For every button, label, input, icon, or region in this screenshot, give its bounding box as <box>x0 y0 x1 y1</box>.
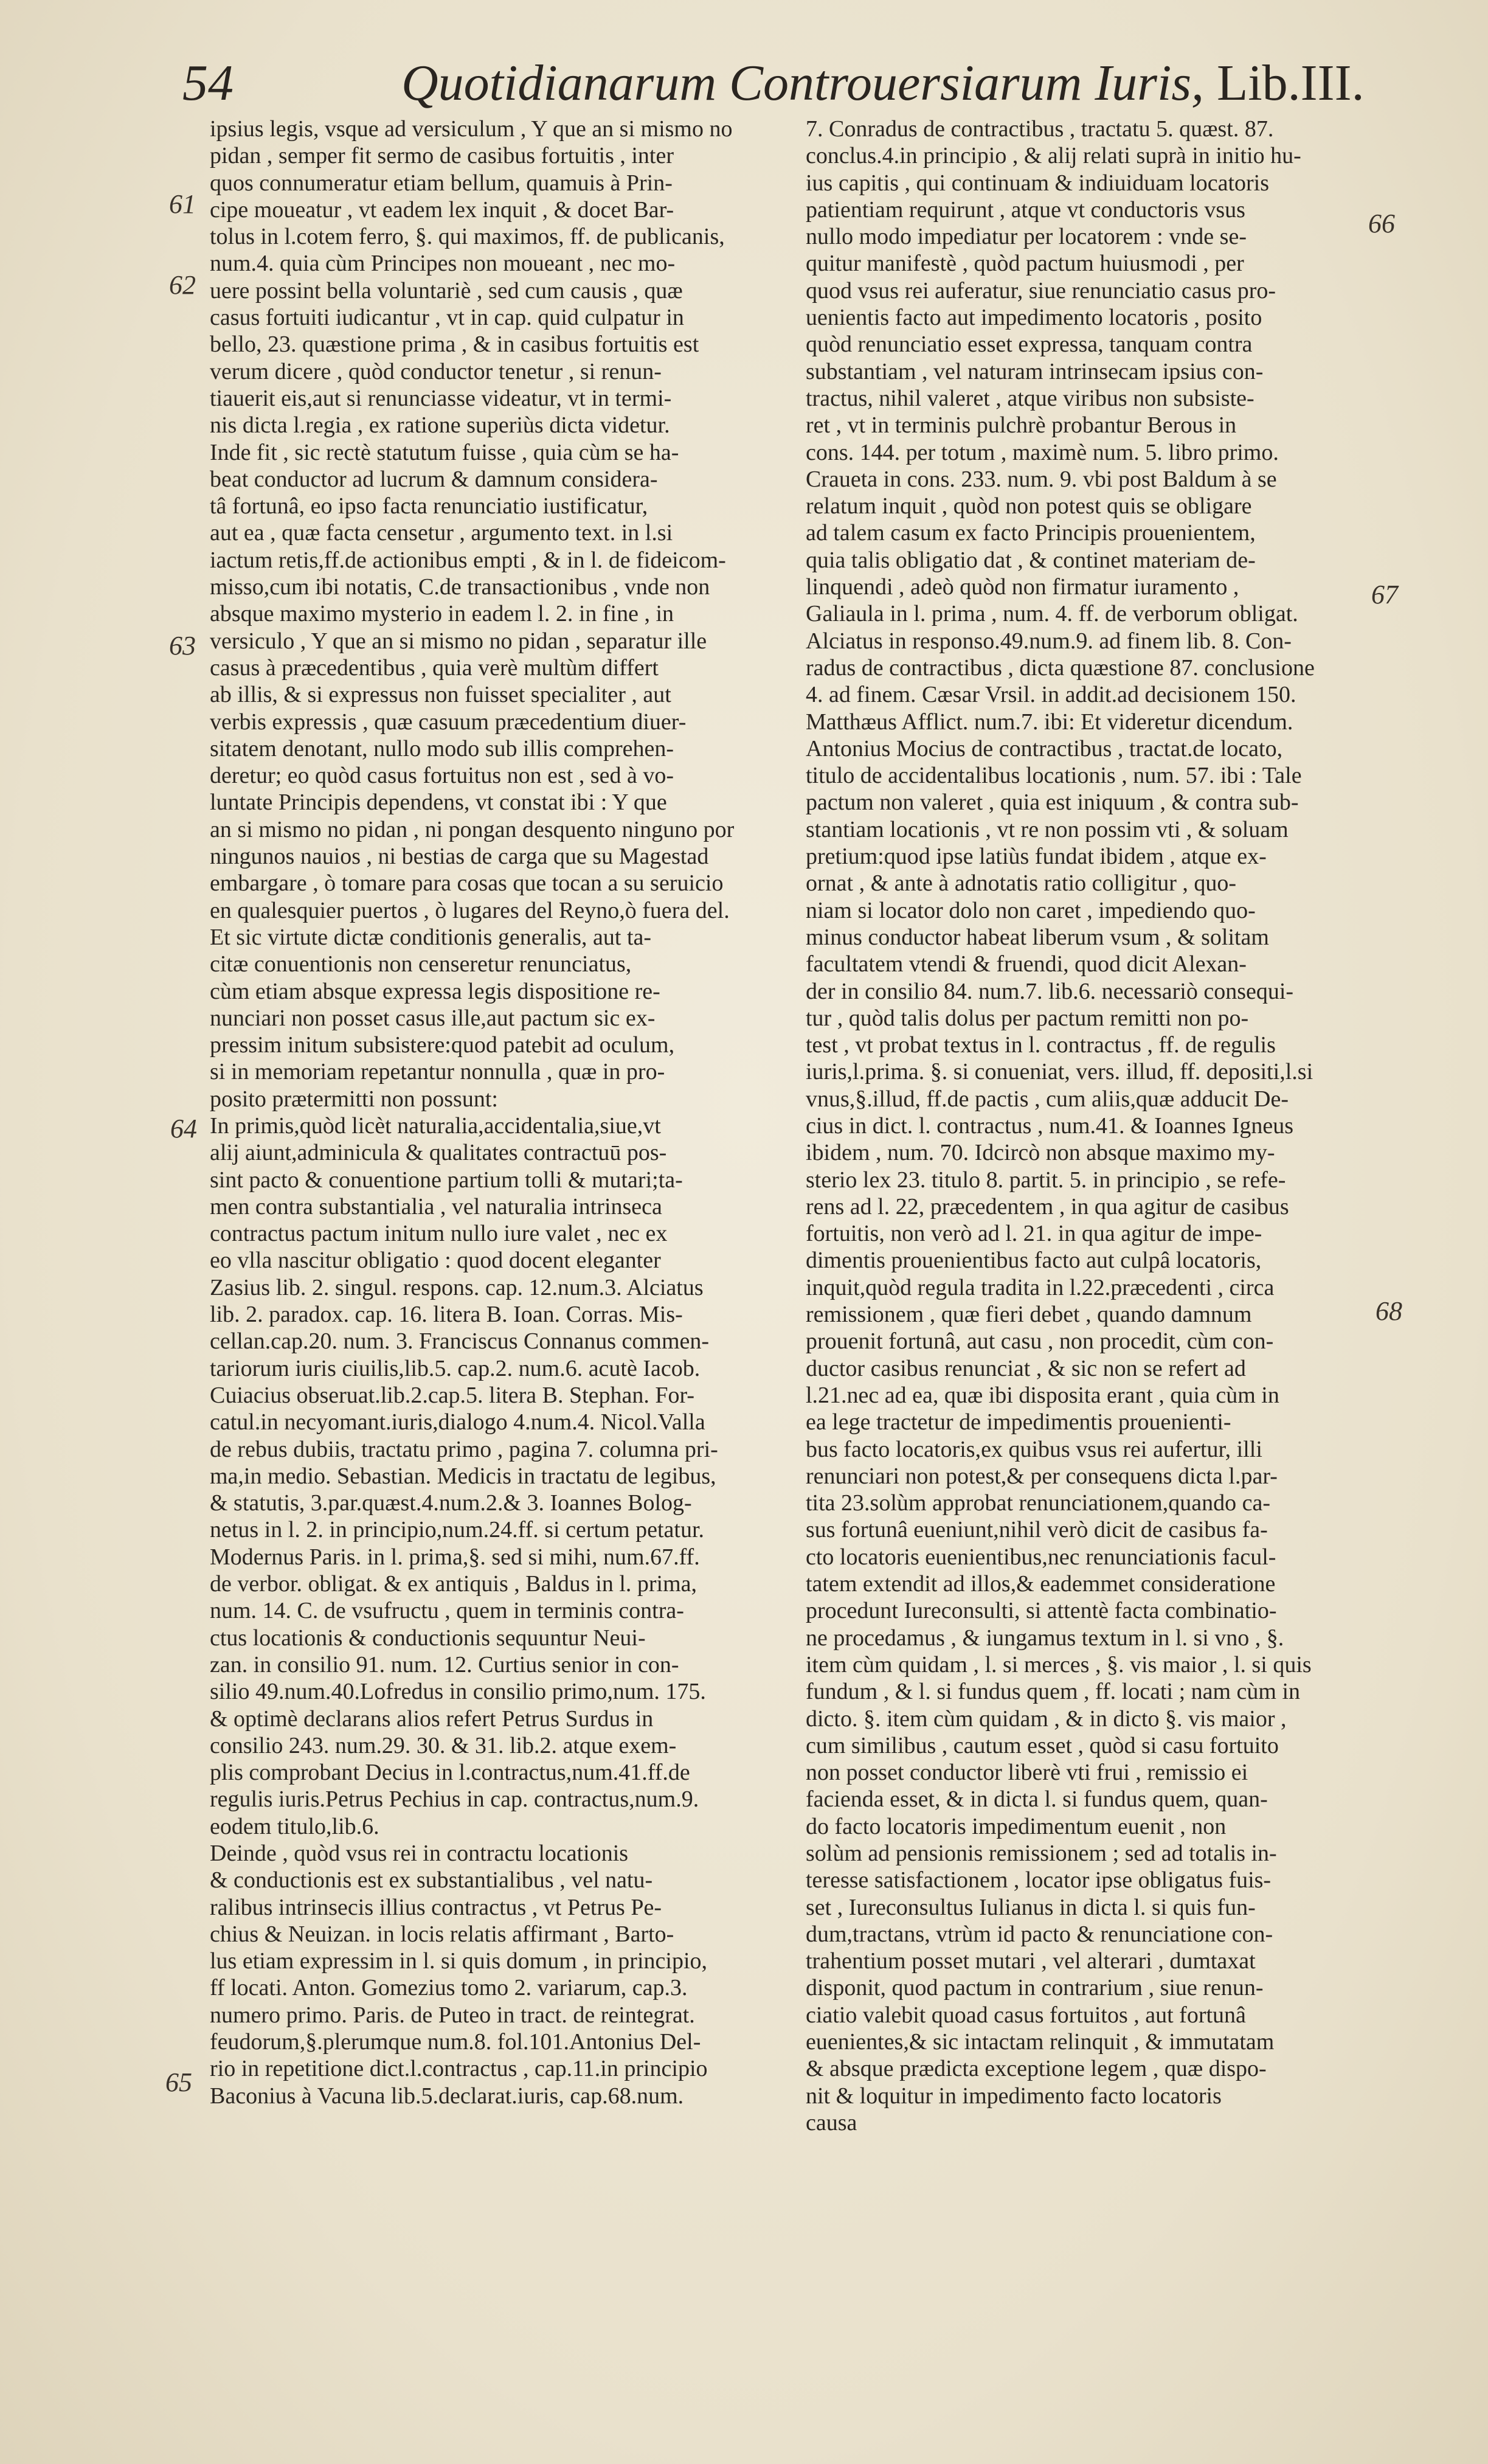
left-column-line: posito prætermitti non possunt: <box>210 1086 498 1112</box>
left-column-line: alij aiunt,adminicula & qualitates contractuū pos- <box>210 1140 667 1166</box>
left-column-line: num.4. quia cùm Principes non moueant , nec mo- <box>210 251 676 277</box>
right-column-line: iuris,l.prima. §. si conueniat, vers. illud, ff. depositi,l.si <box>806 1059 1313 1085</box>
left-column-line: aut ea , quæ facta censetur , argumento text. in l.si <box>210 520 673 546</box>
right-column-line: ductor casibus renunciat , & sic non se refert ad <box>806 1355 1246 1381</box>
left-column-line: ff locati. Anton. Gomezius tomo 2. variarum, cap.3. <box>210 1975 688 2001</box>
right-column-line: test , vt probat textus in l. contractus , ff. de regulis <box>806 1032 1276 1058</box>
right-column-line: l.21.nec ad ea, quæ ibi disposita erant , quia cùm in <box>806 1382 1279 1408</box>
right-column-line: Matthæus Afflict. num.7. ibi: Et videretur dicendum. <box>806 709 1293 735</box>
page-header <box>182 54 1365 120</box>
right-column-line: 4. ad finem. Cæsar Vrsil. in addit.ad decisionem 150. <box>806 682 1296 708</box>
right-column-line: euenientes,& sic intactam relinquit , & immutatam <box>806 2029 1275 2055</box>
right-column-line: cons. 144. per totum , maximè num. 5. libro primo. <box>806 439 1279 465</box>
left-column-line: regulis iuris.Petrus Pechius in cap. contractus,num.9. <box>210 1786 699 1813</box>
right-column-line: prouenit fortunâ, aut casu , non procedit, cùm con- <box>806 1328 1274 1355</box>
right-column-line: sterio lex 23. titulo 8. partit. 5. in principio , se refe- <box>806 1167 1286 1193</box>
left-column-line: de verbor. obligat. & ex antiquis , Baldus in l. prima, <box>210 1571 697 1597</box>
left-column-line: luntate Principis dependens, vt constat ibi : Y que <box>210 790 667 816</box>
margin-number-64: 64 <box>170 1114 197 1144</box>
left-column-line: Modernus Paris. in l. prima,§. sed si mihi, num.67.ff. <box>210 1544 700 1570</box>
left-column-line: plis comprobant Decius in l.contractus,num.41.ff.de <box>210 1760 690 1786</box>
left-column-line: iactum retis,ff.de actionibus empti , & in l. de fideicom- <box>210 547 726 573</box>
right-column-line: item cùm quidam , l. si merces , §. vis maior , l. si quis <box>806 1651 1312 1678</box>
right-column-line: quitur manifestè , quòd pactum huiusmodi , per <box>806 251 1244 277</box>
right-column-line: quòd renunciatio esset expressa, tanquam contra <box>806 331 1253 358</box>
left-column-line: cellan.cap.20. num. 3. Franciscus Connanus commen- <box>210 1328 710 1355</box>
right-column-line: 7. Conradus de contractibus , tractatu 5. quæst. 87. <box>806 116 1274 142</box>
right-column-line: ret , vt in terminis pulchrè probantur Berous in <box>806 412 1237 439</box>
left-column-line: nunciari non posset casus ille,aut pactum sic ex- <box>210 1005 656 1031</box>
left-column-line: de rebus dubiis, tractatu primo , pagina 7. columna pri- <box>210 1436 718 1462</box>
left-column-line: rio in repetitione dict.l.contractus , cap.11.in principio <box>210 2056 708 2082</box>
left-column-line: netus in l. 2. in principio,num.24.ff. si certum petatur. <box>210 1517 705 1543</box>
right-column-line: pactum non valeret , quia est iniquum , & contra sub- <box>806 790 1299 816</box>
right-column-line: facultatem vtendi & fruendi, quod dicit Alexan- <box>806 951 1247 977</box>
right-column-line: pretium:quod ipse latiùs fundat ibidem , atque ex- <box>806 844 1267 870</box>
right-column-line: titulo de accidentalibus locationis , num. 57. ibi : Tale <box>806 763 1302 789</box>
left-column-line: verum dicere , quòd conductor tenetur , si renun- <box>210 358 662 384</box>
right-column-line: stantiam locationis , vt re non possim vti , & soluam <box>806 816 1289 842</box>
left-column-line: citæ conuentionis non censeretur renunciatus, <box>210 951 632 977</box>
left-column-line: nis dicta l.regia , ex ratione superiùs dicta videtur. <box>210 412 670 439</box>
right-column-line: Craueta in cons. 233. num. 9. vbi post Baldum à se <box>806 466 1277 492</box>
right-column-line: substantiam , vel naturam intrinsecam ipsius con- <box>806 358 1264 384</box>
right-column-line: der in consilio 84. num.7. lib.6. necessariò consequi- <box>806 978 1294 1004</box>
left-column-line: contractus pactum initum nullo iure valet , nec ex <box>210 1221 668 1247</box>
right-column-line: set , Iureconsultus Iulianus in dicta l. si quis fun- <box>806 1894 1256 1920</box>
right-column-line: radus de contractibus , dicta quæstione 87. conclusione <box>806 654 1315 681</box>
book-label: Lib.III. <box>1217 55 1365 111</box>
right-column-line: uenientis facto aut impedimento locatoris , posito <box>806 305 1262 331</box>
right-column-line: patientiam requirunt , atque vt conductoris vsus <box>806 196 1245 223</box>
right-column-line: solùm ad pensionis remissionem ; sed ad totalis in- <box>806 1841 1277 1866</box>
left-column-line: chius & Neuizan. in locis relatis affirmant , Barto- <box>210 1921 674 1947</box>
right-column-line: facienda esset, & in dicta l. si fundus quem, quan- <box>806 1786 1268 1813</box>
right-column-line: minus conductor habeat liberum vsum , & solitam <box>806 924 1269 950</box>
left-column-line: beat conductor ad lucrum & damnum considera- <box>210 466 658 492</box>
left-column-line: ralibus intrinsecis illius contractus , vt Petrus Pe- <box>210 1894 662 1920</box>
left-column-line: uere possint bella voluntariè , sed cum causis , quæ <box>210 277 683 304</box>
right-column-line: niam si locator dolo non caret , impediendo quo- <box>806 897 1256 923</box>
left-column-line: lib. 2. paradox. cap. 16. litera B. Ioan. Corras. Mis- <box>210 1302 683 1328</box>
left-column-line: absque maximo mysterio in eadem l. 2. in fine , in <box>210 601 674 627</box>
left-column-line: en qualesquier puertos , ò lugares del Reyno,ò fuera del. <box>210 897 730 923</box>
left-column-line: lus etiam expressim in l. si quis domum , in principio, <box>210 1948 708 1974</box>
margin-number-63: 63 <box>169 631 196 661</box>
left-column-line: sint pacto & conuentione partium tolli & mutari;ta- <box>210 1167 683 1193</box>
left-column-line: num. 14. C. de vsufructu , quem in terminis contra- <box>210 1598 684 1624</box>
right-column-line: cius in dict. l. contractus , num.41. & Ioannes Igneus <box>806 1112 1294 1139</box>
left-column-line: deretur; eo quòd casus fortuitus non est , sed à vo- <box>210 763 674 789</box>
right-column-line: teresse satisfactionem , locator ipse obligatus fuis- <box>806 1867 1272 1893</box>
right-column-line: ius capitis , qui continuam & indiuiduam locatoris <box>806 170 1270 196</box>
left-column-line: catul.in necyomant.iuris,dialogo 4.num.4. Nicol.Valla <box>210 1409 705 1435</box>
right-column-line: dicto. §. item cùm quidam , & in dicto §. vis maior , <box>806 1706 1287 1732</box>
left-text-column <box>210 116 794 2109</box>
left-column-line: ctus locationis & conductionis sequuntur Neui- <box>210 1625 646 1651</box>
left-column-line: Et sic virtute dictæ conditionis generalis, aut ta- <box>210 924 652 950</box>
right-column-line: tita 23.solùm approbat renunciationem,quando ca- <box>806 1490 1270 1516</box>
right-column-line: cum similibus , cautum esset , quòd si casu fortuito <box>806 1732 1279 1758</box>
left-column-line: Deinde , quòd vsus rei in contractu locationis <box>210 1841 629 1866</box>
left-column-line: consilio 243. num.29. 30. & 31. lib.2. atque exem- <box>210 1732 677 1758</box>
right-text-column <box>806 116 1389 2136</box>
left-column-line: men contra substantialia , vel naturalia intrinseca <box>210 1193 662 1220</box>
left-column-line: eodem titulo,lib.6. <box>210 1813 379 1839</box>
left-column-line: casus à præcedentibus , quia verè multùm differt <box>210 654 659 681</box>
right-column-line: non posset conductor liberè vti frui , remissio ei <box>806 1760 1248 1786</box>
right-column-line: trahentium posset mutari , vel alterari , dumtaxat <box>806 1948 1256 1974</box>
right-column-line: Galiaula in l. prima , num. 4. ff. de verborum obligat. <box>806 601 1298 627</box>
left-column-line: cipe moueatur , vt eadem lex inquit , & docet Bar- <box>210 196 674 223</box>
right-column-line: ibidem , num. 70. Idcircò non absque maximo my- <box>806 1140 1275 1166</box>
right-column-line: ea lege tractetur de impedimentis prouenienti- <box>806 1409 1231 1435</box>
left-column-line: In primis,quòd licèt naturalia,accidentalia,siue,vt <box>210 1112 661 1139</box>
left-column-line: numero primo. Paris. de Puteo in tract. de reintegrat. <box>210 2002 695 2028</box>
left-column-line: si in memoriam repetantur nonnulla , quæ in pro- <box>210 1059 665 1085</box>
right-column-line: disponit, quod pactum in contrarium , siue renun- <box>806 1975 1264 2001</box>
left-column-line: Baconius à Vacuna lib.5.declarat.iuris, cap.68.num. <box>210 2083 684 2109</box>
right-column-line: ciatio valebit quoad casus fortuitos , aut fortunâ <box>806 2002 1246 2028</box>
left-column-line: versiculo , Y que an si mismo no pidan , separatur ille <box>210 628 707 654</box>
left-column-line: feudorum,§.plerumque num.8. fol.101.Antonius Del- <box>210 2029 701 2055</box>
right-column-line: vnus,§.illud, ff.de pactis , cum aliis,quæ adducit De- <box>806 1086 1289 1112</box>
right-column-line: do facto locatoris impedimentum euenit , non <box>806 1813 1227 1839</box>
left-column-line: pidan , semper fit sermo de casibus fortuitis , inter <box>210 143 674 169</box>
left-column-line: & optimè declarans alios refert Petrus Surdus in <box>210 1706 654 1732</box>
running-title <box>401 54 1365 113</box>
margin-number-67: 67 <box>1371 580 1398 609</box>
right-column-line: renunciari non potest,& per consequens dicta l.par- <box>806 1463 1278 1489</box>
right-column-line: causa <box>806 2109 857 2136</box>
left-column-line: ma,in medio. Sebastian. Medicis in tractatu de legibus, <box>210 1463 716 1489</box>
right-column-line: ornat , & ante à adnotatis ratio colligitur , quo- <box>806 870 1237 897</box>
right-column-line: relatum inquit , quòd non potest quis se obligare <box>806 493 1252 519</box>
left-column-line: tiauerit eis,aut si renunciasse videatur, vt in termi- <box>210 385 672 411</box>
left-column-line: ab illis, & si expressus non fuisset specialiter , aut <box>210 682 671 708</box>
margin-number-68: 68 <box>1376 1296 1402 1326</box>
left-column-line: bello, 23. quæstione prima , & in casibus fortuitis est <box>210 331 699 358</box>
right-column-line: inquit,quòd regula tradita in l.22.præcedenti , circa <box>806 1274 1275 1300</box>
page-number: 54 <box>182 55 234 111</box>
left-column-line: quos connumeratur etiam bellum, quamuis à Prin- <box>210 170 673 196</box>
margin-number-62: 62 <box>169 270 196 300</box>
left-column-line: tolus in l.cotem ferro, §. qui maximos, ff. de publicanis, <box>210 224 725 250</box>
right-column-line: linquendi , adeò quòd non firmatur iuramento , <box>806 574 1239 600</box>
right-column-line: bus facto locatoris,ex quibus vsus rei aufertur, illi <box>806 1436 1262 1462</box>
right-column-line: ne procedamus , & iungamus textum in l. si vno , §. <box>806 1625 1284 1651</box>
left-column-line: ipsius legis, vsque ad versiculum , Y que an si mismo no <box>210 116 733 142</box>
left-column-line: tâ fortunâ, eo ipso facta renunciatio iustificatur, <box>210 493 648 519</box>
left-column-line: verbis expressis , quæ casuum præcedentium diuer- <box>210 709 687 735</box>
right-column-line: nit & loquitur in impedimento facto locatoris <box>806 2083 1222 2109</box>
right-column-line: fortuitis, non verò ad l. 21. in qua agitur de impe- <box>806 1221 1262 1247</box>
right-column-line: tur , quòd talis dolus per pactum remitti non po- <box>806 1005 1249 1031</box>
left-column-line: ningunos nauios , ni bestias de carga que su Magestad <box>210 844 709 870</box>
left-column-line: Zasius lib. 2. singul. respons. cap. 12.num.3. Alciatus <box>210 1274 704 1300</box>
right-column-line: nullo modo impediatur per locatorem : vnde se- <box>806 224 1247 250</box>
left-column-line: cùm etiam absque expressa legis dispositione re- <box>210 978 660 1004</box>
left-column-line: an si mismo no pidan , ni pongan desquento ninguno por <box>210 816 735 842</box>
left-column-line: & statutis, 3.par.quæst.4.num.2.& 3. Ioannes Bolog- <box>210 1490 692 1516</box>
right-column-line: tatem extendit ad illos,& eademmet consideratione <box>806 1571 1276 1597</box>
right-column-line: dum,tractans, vtrùm id pacto & renunciatione con- <box>806 1921 1273 1947</box>
left-column-line: sitatem denotant, nullo modo sub illis comprehen- <box>210 735 674 762</box>
right-column-line: & absque prædicta exceptione legem , quæ dispo- <box>806 2056 1267 2082</box>
right-column-line: quia talis obligatio dat , & continet materiam de- <box>806 547 1256 573</box>
margin-number-61: 61 <box>169 189 196 219</box>
left-column-line: casus fortuiti iudicantur , vt in cap. quid culpatur in <box>210 305 684 331</box>
right-column-line: Antonius Mocius de contractibus , tractat.de locato, <box>806 735 1283 762</box>
left-column-line: pressim initum subsistere:quod patebit ad oculum, <box>210 1032 675 1058</box>
right-column-line: rens ad l. 22, præcedentem , in qua agitur de casibus <box>806 1193 1289 1220</box>
left-column-line: Cuiacius obseruat.lib.2.cap.5. litera B. Stephan. For- <box>210 1382 695 1408</box>
left-column-line: zan. in consilio 91. num. 12. Curtius senior in con- <box>210 1651 679 1678</box>
left-column-line: eo vlla nascitur obligatio : quod docent eleganter <box>210 1248 661 1274</box>
right-column-line: tractus, nihil valeret , atque viribus non subsiste- <box>806 385 1254 411</box>
left-column-line: tariorum iuris ciuilis,lib.5. cap.2. num.6. acutè Iacob. <box>210 1355 701 1381</box>
right-column-line: sus fortunâ eueniunt,nihil verò dicit de casibus fa- <box>806 1517 1268 1543</box>
left-column-line: silio 49.num.40.Lofredus in consilio primo,num. 175. <box>210 1679 706 1705</box>
running-title-text: Quotidianarum Controuersiarum Iuris, <box>401 55 1205 111</box>
margin-number-65: 65 <box>165 2067 192 2097</box>
right-column-line: dimentis prouenientibus facto aut culpâ locatoris, <box>806 1248 1262 1274</box>
left-column-line: embargare , ò tomare para cosas que tocan a su seruicio <box>210 870 724 897</box>
right-column-line: fundum , & l. si fundus quem , ff. locati ; nam cùm in <box>806 1679 1301 1705</box>
margin-number-66: 66 <box>1368 209 1395 238</box>
left-column-line: Inde fit , sic rectè statutum fuisse , quia cùm se ha- <box>210 439 679 465</box>
right-column-line: cto locatoris euenientibus,nec renunciationis facul- <box>806 1544 1276 1570</box>
right-column-line: Alciatus in responso.49.num.9. ad finem lib. 8. Con- <box>806 628 1292 654</box>
left-column-line: misso,cum ibi notatis, C.de transactionibus , vnde non <box>210 574 710 600</box>
right-column-line: conclus.4.in principio , & alij relati suprà in initio hu- <box>806 143 1301 169</box>
right-column-line: ad talem casum ex facto Principis prouenientem, <box>806 520 1256 546</box>
right-column-line: remissionem , quæ fieri debet , quando damnum <box>806 1302 1252 1328</box>
right-column-line: procedunt Iureconsulti, si attentè facta combinatio- <box>806 1598 1277 1624</box>
left-column-line: & conductionis est ex substantialibus , vel natu- <box>210 1867 653 1893</box>
right-column-line: quod vsus rei auferatur, siue renunciatio casus pro- <box>806 277 1276 304</box>
